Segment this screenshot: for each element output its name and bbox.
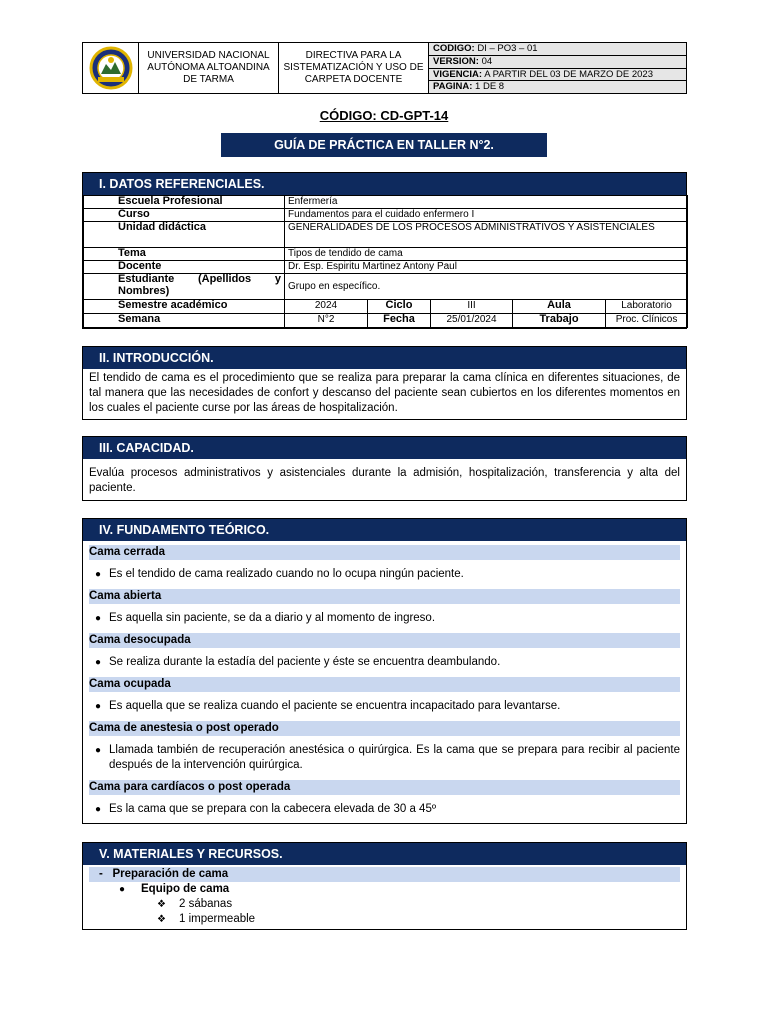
row-value: Fundamentos para el cuidado enfermero I — [285, 209, 688, 222]
bullet-icon: ● — [95, 701, 102, 712]
theory-heading: Cama abierta — [89, 589, 680, 604]
header-meta — [429, 43, 686, 93]
work-label: Trabajo — [513, 314, 606, 328]
guide-title: GUÍA DE PRÁCTICA EN TALLER N°2. — [221, 133, 547, 157]
capacity-text: Evalúa procesos administrativos y asistenciales durante la admisión, hospitalización, transferencia y alta del paciente. — [89, 467, 680, 494]
list-item: ● Es la cama que se prepara con la cabecera elevada de 30 a 45º — [95, 803, 437, 815]
theory-heading: Cama para cardíacos o post operada — [89, 780, 680, 795]
row-label: Escuela Profesional — [84, 196, 285, 209]
section-title: V. MATERIALES Y RECURSOS. — [83, 843, 686, 865]
section-title: I. DATOS REFERENCIALES. — [83, 173, 686, 195]
bullet-icon: ● — [95, 657, 102, 668]
list-item: ● Es aquella sin paciente, se da a diario y al momento de ingreso. — [95, 612, 436, 624]
row-value: Tipos de tendido de cama — [285, 248, 688, 261]
row-label: Estudiante (Apellidos y Nombres) — [84, 274, 285, 300]
diamond-bullet-icon: ❖ — [157, 899, 166, 910]
row-label: Unidad didáctica — [84, 222, 285, 248]
university-name: UNIVERSIDAD NACIONAL AUTÓNOMA ALTOANDINA DE TARMA — [139, 43, 279, 93]
row-value: Grupo en específico. — [285, 274, 688, 300]
table-row — [84, 222, 688, 248]
section-title: IV. FUNDAMENTO TEÓRICO. — [83, 519, 686, 541]
section-fundamento-teorico — [82, 518, 687, 824]
list-item: ● Equipo de cama — [119, 883, 230, 895]
week-label: Semana — [84, 314, 285, 328]
table-row — [84, 196, 688, 209]
meta-row-page: PAGINA: 1 DE 8 — [429, 81, 686, 93]
dash-marker: - — [99, 868, 103, 880]
theory-heading: Cama ocupada — [89, 677, 680, 692]
directive-title: DIRECTIVA PARA LA SISTEMATIZACIÓN Y USO DE CARPETA DOCENTE — [279, 43, 429, 93]
section-introduccion — [82, 346, 687, 420]
row-label: Tema — [84, 248, 285, 261]
table-row — [84, 261, 688, 274]
meta-row-code: CODIGO: DI – PO3 – 01 — [429, 43, 686, 56]
date-value: 25/01/2024 — [431, 314, 513, 328]
bullet-icon: ● — [95, 745, 102, 756]
theory-list — [83, 541, 686, 823]
semester-label: Semestre académico — [84, 300, 285, 314]
table-row — [84, 300, 688, 314]
list-item: ● Es el tendido de cama realizado cuando no lo ocupa ningún paciente. — [95, 568, 464, 580]
classroom-value: Laboratorio — [606, 300, 688, 314]
section-capacidad — [82, 436, 687, 501]
list-item: ❖ 1 impermeable — [157, 913, 256, 925]
introduction-text: El tendido de cama es el procedimiento que se realiza para preparar la cama clínica en diferentes situaciones, de tal manera que las necesidades de confort y descanso del paciente sean cubiertos en los diferentes momentos en los cuales el paciente curse por las áreas de hospitalización. — [89, 372, 680, 414]
bullet-icon: ● — [95, 804, 102, 815]
list-item: ● Es aquella que se realiza cuando el paciente se encuentra incapacitado para levantarse. — [95, 700, 561, 712]
semester-value: 2024 — [285, 300, 368, 314]
bullet-icon: ● — [119, 884, 126, 895]
document-code: CÓDIGO: CD-GPT-14 — [319, 108, 449, 123]
list-item: ● Llamada también de recuperación anestésica o quirúrgica. Es la cama que se prepara para recibir al paciente después de la intervención quirúrgica. — [95, 744, 680, 771]
university-logo — [83, 43, 139, 93]
bullet-icon: ● — [95, 569, 102, 580]
row-value: Enfermería — [285, 196, 688, 209]
list-item: ❖ 2 sábanas — [157, 898, 233, 910]
section-title: II. INTRODUCCIÓN. — [83, 347, 686, 369]
table-row — [84, 248, 688, 261]
table-row — [84, 314, 688, 328]
cycle-value: III — [431, 300, 513, 314]
theory-heading: Cama de anestesia o post operado — [89, 721, 680, 736]
section-title: III. CAPACIDAD. — [83, 437, 686, 459]
meta-row-version: VERSION: 04 — [429, 56, 686, 69]
document-header — [82, 42, 687, 94]
classroom-label: Aula — [513, 300, 606, 314]
row-value: GENERALIDADES DE LOS PROCESOS ADMINISTRATIVOS Y ASISTENCIALES — [285, 222, 688, 248]
work-value: Proc. Clínicos — [606, 314, 688, 328]
section-materiales — [82, 842, 687, 930]
bullet-icon: ● — [95, 613, 102, 624]
row-label: Curso — [84, 209, 285, 222]
row-label: Docente — [84, 261, 285, 274]
meta-row-validity: VIGENCIA: A PARTIR DEL 03 DE MARZO DE 2023 — [429, 69, 686, 82]
week-value: N°2 — [285, 314, 368, 328]
table-row — [84, 209, 688, 222]
cycle-label: Ciclo — [368, 300, 431, 314]
materials-subheading: - Preparación de cama — [89, 867, 680, 882]
section-datos-referenciales — [82, 172, 687, 329]
row-value: Dr. Esp. Espiritu Martinez Antony Paul — [285, 261, 688, 274]
reference-table — [83, 195, 688, 328]
date-label: Fecha — [368, 314, 431, 328]
materials-list — [83, 865, 686, 929]
table-row — [84, 274, 688, 300]
theory-heading: Cama cerrada — [89, 545, 680, 560]
theory-heading: Cama desocupada — [89, 633, 680, 648]
list-item: ● Se realiza durante la estadía del paciente y éste se encuentra deambulando. — [95, 656, 501, 668]
diamond-bullet-icon: ❖ — [157, 914, 166, 925]
